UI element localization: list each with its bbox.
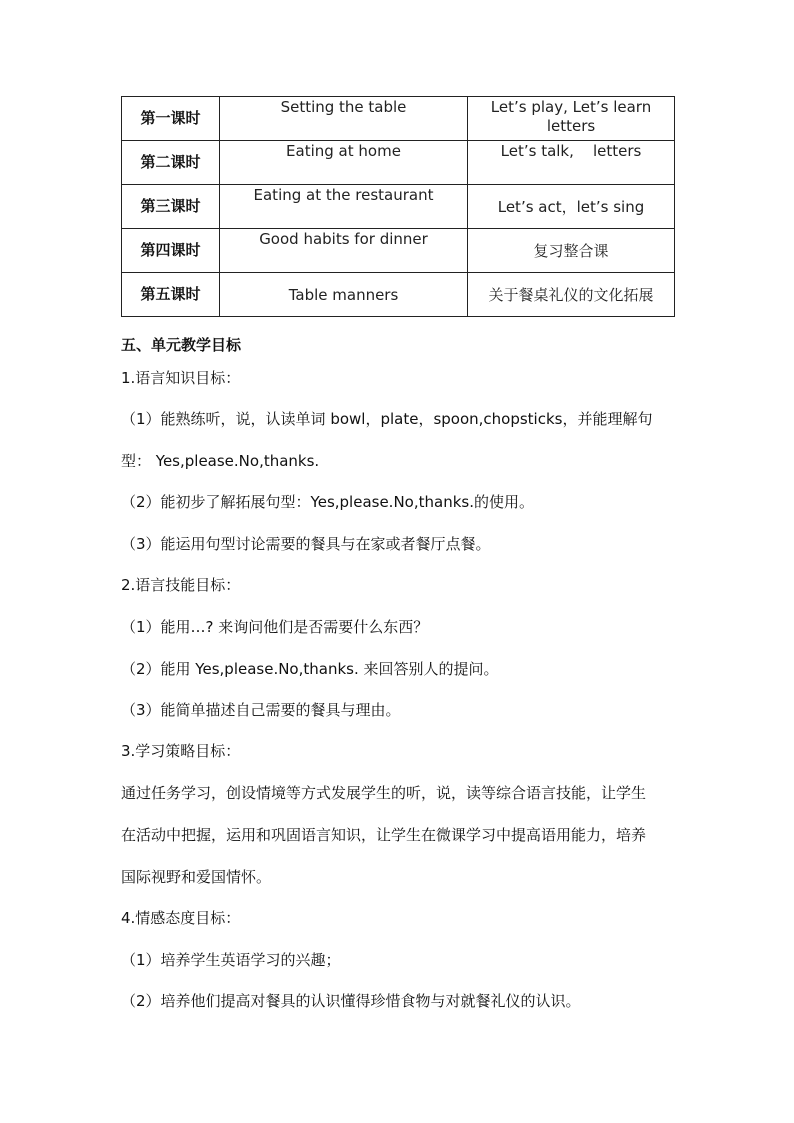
topic-cell: Good habits for dinner [220, 229, 468, 273]
goal-item: （3）能简单描述自己需要的餐具与理由。 [121, 701, 401, 719]
goal-heading-language-knowledge: 1.语言知识目标： [121, 369, 241, 387]
activity-cell: Let’s play, Let’s learn letters [468, 97, 675, 141]
period-cell: 第二课时 [122, 141, 220, 185]
period-cell: 第五课时 [122, 273, 220, 317]
activity-cell: Let’s act，let’s sing [468, 185, 675, 229]
topic-cell: Eating at home [220, 141, 468, 185]
activity-cell: Let’s talk, letters [468, 141, 675, 185]
topic-cell: Table manners [220, 273, 468, 317]
goal-item: （1）能用…? 来询问他们是否需要什么东西？ [121, 618, 429, 636]
goal-item: （2）能用 Yes,please.No,thanks. 来回答别人的提问。 [121, 660, 499, 678]
period-cell: 第一课时 [122, 97, 220, 141]
paragraph-line: 通过任务学习，创设情境等方式发展学生的听，说，读等综合语言技能，让学生 [121, 784, 647, 802]
goal-item-continuation: 型： Yes,please.No,thanks. [121, 452, 320, 470]
goal-heading-affective: 4.情感态度目标： [121, 909, 241, 927]
goal-item: （2）能初步了解拓展句型：Yes,please.No,thanks.的使用。 [121, 493, 534, 511]
section-title: 五、单元教学目标 [121, 336, 242, 354]
table-row [122, 229, 675, 273]
paragraph-line: 国际视野和爱国情怀。 [121, 868, 272, 886]
period-cell: 第四课时 [122, 229, 220, 273]
activity-cell: 复习整合课 [468, 229, 675, 273]
goal-item: （1）能熟练听，说，认读单词 bowl，plate，spoon,chopsticks，并能理解句 [121, 410, 653, 428]
topic-cell: Eating at the restaurant [220, 185, 468, 229]
period-cell: 第三课时 [122, 185, 220, 229]
table-row [122, 185, 675, 229]
table-row [122, 97, 675, 141]
goal-item: （2）培养他们提高对餐具的认识懂得珍惜食物与对就餐礼仪的认识。 [121, 992, 581, 1010]
goal-heading-language-skills: 2.语言技能目标： [121, 576, 241, 594]
goal-heading-learning-strategy: 3.学习策略目标： [121, 742, 241, 760]
goal-item: （3）能运用句型讨论需要的餐具与在家或者餐厅点餐。 [121, 535, 491, 553]
goal-item: （1）培养学生英语学习的兴趣； [121, 951, 341, 969]
table-row [122, 141, 675, 185]
activity-cell: 关于餐桌礼仪的文化拓展 [468, 273, 675, 317]
paragraph-line: 在活动中把握，运用和巩固语言知识，让学生在微课学习中提高语用能力，培养 [121, 826, 647, 844]
lesson-schedule-table [121, 96, 675, 317]
table-row [122, 273, 675, 317]
topic-cell: Setting the table [220, 97, 468, 141]
